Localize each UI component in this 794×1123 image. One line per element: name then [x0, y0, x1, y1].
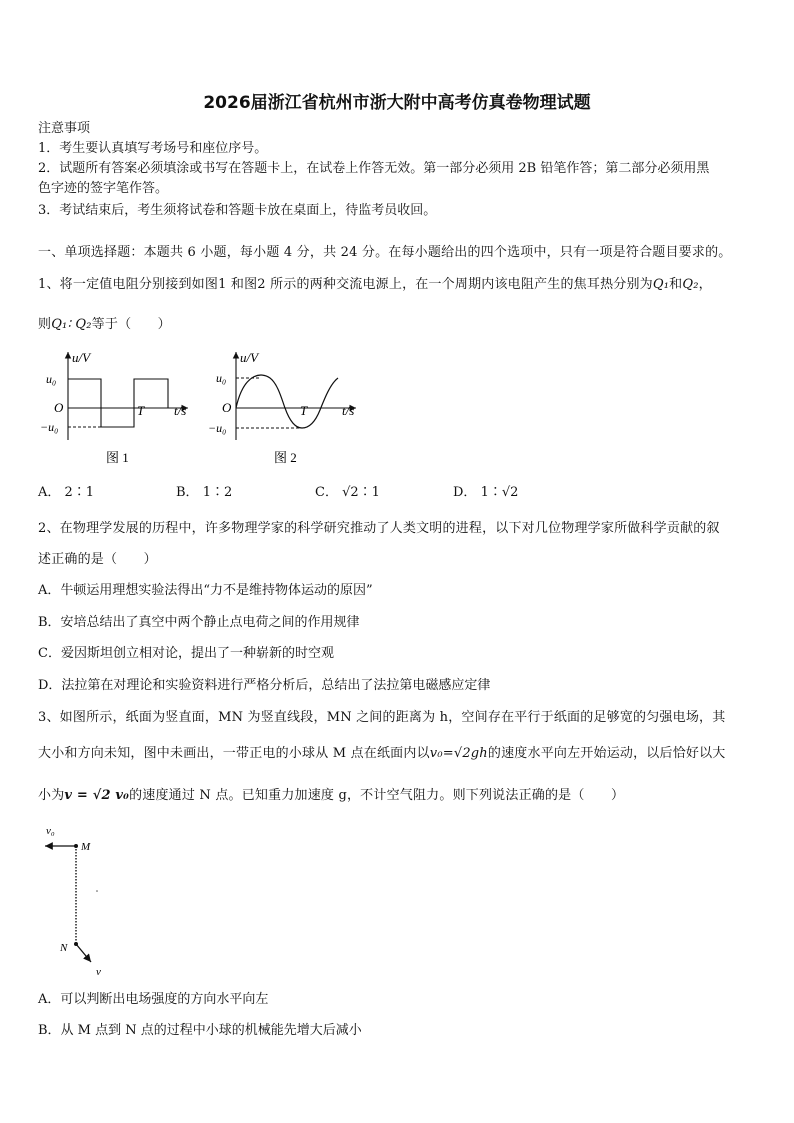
fig1-ylabel: u/V [72, 350, 91, 365]
q1-option-a-text: 2∶1 [64, 485, 95, 500]
fig2-sine-wave [236, 375, 338, 428]
q1-option-c-text: √2∶1 [342, 485, 380, 500]
q1-comma: ， [698, 277, 712, 292]
q3-v-expression: v = √2 v₀ [64, 788, 130, 803]
fig2-u0: u₀ [216, 371, 227, 385]
q3-stem-line2 [38, 745, 726, 763]
fig2-neg-u0: −u₀ [208, 421, 227, 435]
q1-option-a-letter: A． [38, 485, 61, 500]
q1-stem-line2 [38, 316, 171, 334]
section-heading: 一、单项选择题：本题共 6 小题，每小题 4 分，共 24 分。在每小题给出的四个选项中，只有一项是符合题目要求的。 [38, 245, 732, 260]
page-title: 2026届浙江省杭州市浙大附中高考仿真卷物理试题 [203, 93, 591, 113]
q3-stem-line1: 3、如图所示，纸面为竖直面，MN 为竖直线段，MN 之间的距离为 h，空间存在平行于纸面的足够宽的匀强电场，其 [38, 710, 726, 725]
fig1-period: T [137, 403, 145, 418]
label-v: v [96, 966, 101, 978]
label-v0: v₀ [46, 825, 55, 837]
q2-stem-line2: 述正确的是（ ） [38, 552, 157, 567]
label-m: M [81, 841, 91, 853]
q1-option-b [176, 484, 232, 502]
q1-line2-pre: 则 [38, 317, 52, 332]
q1-ratio: Q₁∶ Q₂ [51, 317, 92, 332]
fig2-ylabel: u/V [240, 350, 259, 365]
q1-figure-1 [40, 344, 200, 472]
q1-option-d [453, 484, 518, 502]
q1-option-c-letter: C． [315, 485, 338, 500]
fig2-origin: O [222, 400, 232, 415]
q3-line3-a: 小为 [38, 788, 65, 803]
notice-item-1: 1．考生要认真填写考场号和座位序号。 [38, 141, 268, 156]
label-n: N [60, 942, 68, 954]
fig1-origin: O [54, 400, 64, 415]
notice-heading: 注意事项 [38, 121, 91, 136]
notice-item-3: 3．考试结束后，考生须将试卷和答题卡放在桌面上，待监考员收回。 [38, 203, 437, 218]
q3-figure [36, 820, 136, 980]
q1-figure-2 [206, 344, 366, 472]
q1-line2-post: 等于（ ） [91, 317, 171, 332]
q1-heat-2: Q₂ [682, 277, 699, 292]
q2-option-d: D．法拉第在对理论和实验资料进行严格分析后，总结出了法拉第电磁感应定律 [38, 678, 491, 693]
q1-heat-1: Q₁ [652, 277, 670, 292]
fig1-xlabel: t/s [174, 403, 187, 418]
notice-item-2: 2．试题所有答案必须填涂或书写在答题卡上，在试卷上作答无效。第一部分必须用 2B 铅笔作答；第二部分必须用黑 [38, 161, 710, 176]
fig1-square-wave [68, 379, 168, 427]
v-arrow [76, 944, 91, 962]
fig2-period: T [300, 403, 308, 418]
q3-line2-a: 大小和方向未知，图中未画出，一带正电的小球从 M 点在纸面内以 [38, 746, 430, 761]
q1-stem [38, 276, 712, 294]
q2-stem-line1: 2、在物理学发展的历程中，许多物理学家的科学研究推动了人类文明的进程，以下对几位物理学家所做科学贡献的叙 [38, 521, 720, 536]
q1-option-b-letter: B． [176, 485, 199, 500]
stray-dot [96, 890, 98, 892]
q1-option-d-text: 1∶√2 [480, 485, 519, 500]
fig1-caption: 图 1 [106, 450, 129, 465]
q1-option-a [38, 484, 94, 502]
q3-option-a: A．可以判断出电场强度的方向水平向左 [38, 992, 269, 1007]
fig2-xlabel: t/s [342, 403, 355, 418]
q2-option-a: A．牛顿运用理想实验法得出“力不是维持物体运动的原因” [38, 583, 373, 598]
fig1-neg-u0: −u₀ [40, 420, 59, 434]
q1-option-c [315, 484, 380, 502]
q1-option-b-text: 1∶2 [202, 485, 233, 500]
q3-line3-b: 的速度通过 N 点。已知重力加速度 g，不计空气阻力。则下列说法正确的是（ ） [129, 788, 625, 803]
q1-option-d-letter: D． [453, 485, 477, 500]
fig1-u0: u₀ [46, 372, 57, 386]
q2-option-b: B．安培总结出了真空中两个静止点电荷之间的作用规律 [38, 615, 360, 630]
notice-item-2-cont: 色字迹的签字笔作答。 [38, 181, 169, 196]
q1-stem-line1: 1、将一定值电阻分别接到如图1 和图2 所示的两种交流电源上，在一个周期内该电阻产生的焦耳热分别为 [38, 277, 653, 292]
q3-line2-b: 的速度水平向左开始运动，以后恰好以大 [487, 746, 726, 761]
fig2-caption: 图 2 [274, 450, 297, 465]
q3-option-b: B．从 M 点到 N 点的过程中小球的机械能先增大后减小 [38, 1023, 362, 1038]
q1-and: 和 [669, 277, 683, 292]
q3-stem-line3 [38, 787, 624, 805]
q3-v0-expression: v₀=√2gh [429, 746, 488, 761]
q2-option-c: C．爱因斯坦创立相对论，提出了一种崭新的时空观 [38, 646, 334, 661]
